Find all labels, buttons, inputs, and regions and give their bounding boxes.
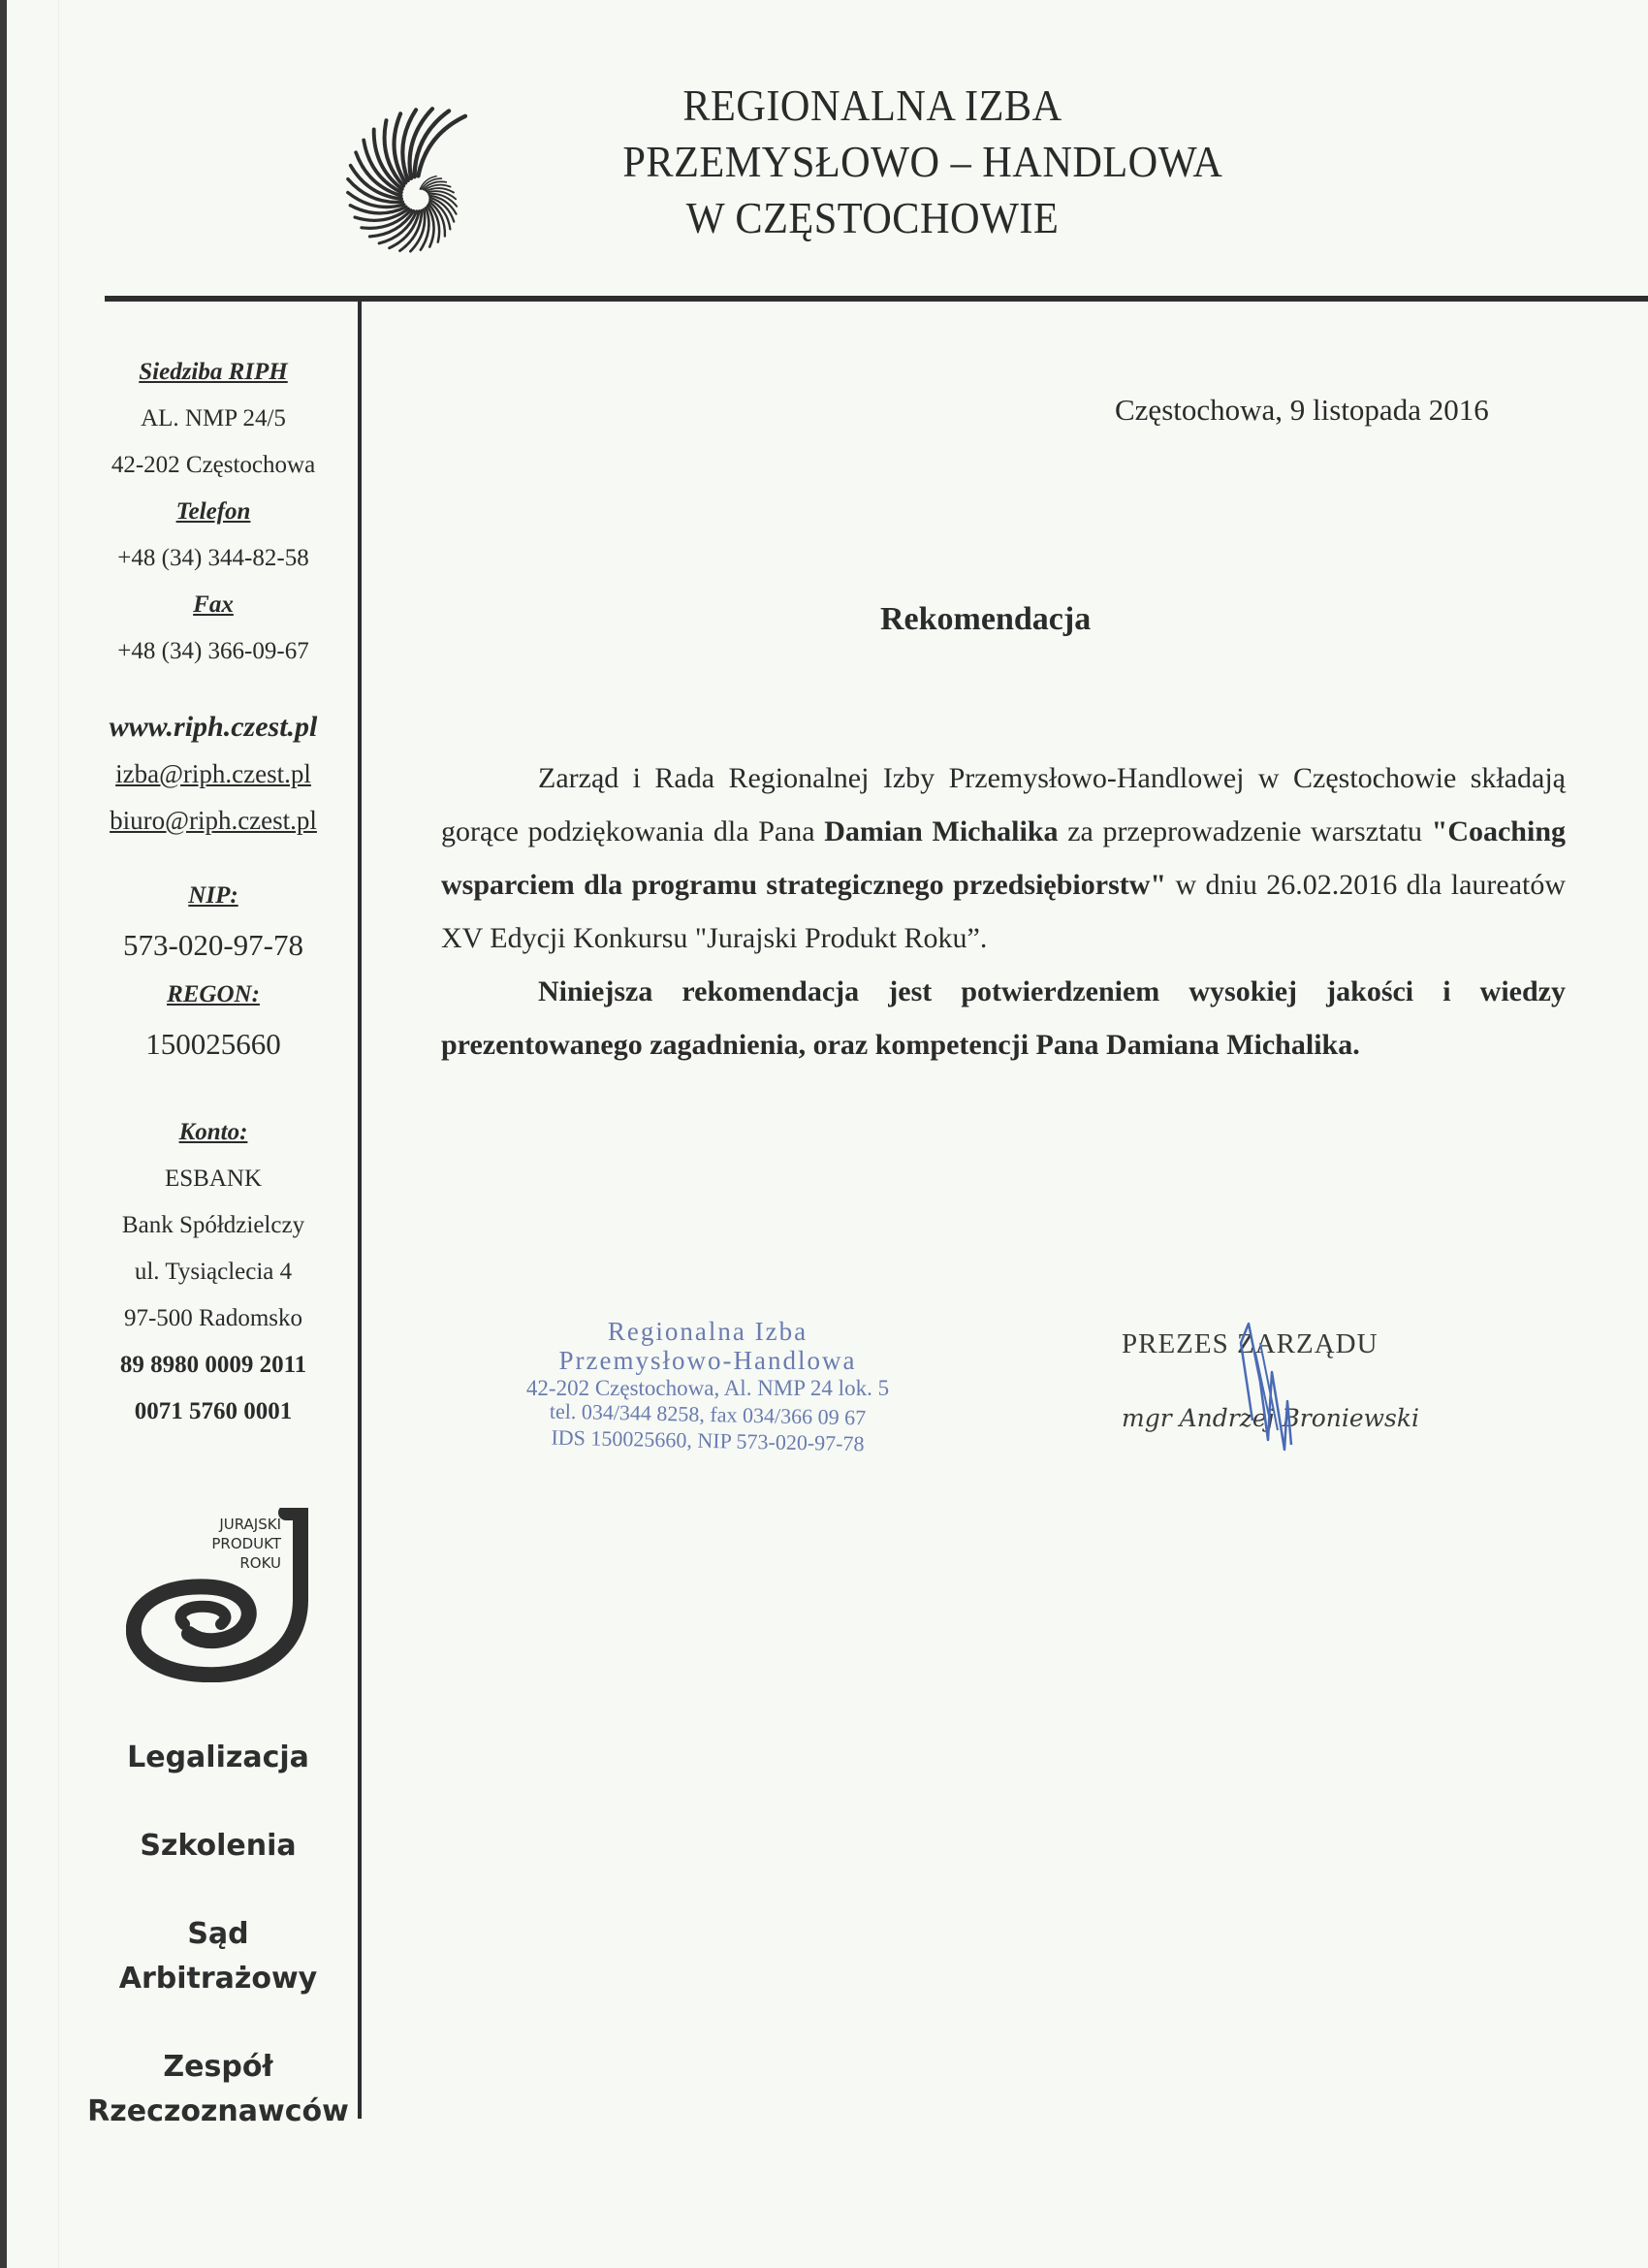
recipient-name: Damian Michalika bbox=[824, 815, 1059, 847]
fax-number: +48 (34) 366-09-67 bbox=[117, 638, 309, 664]
award-logo-line-1: JURAJSKI bbox=[219, 1516, 281, 1533]
organization-stamp bbox=[504, 1317, 911, 1456]
stamp-line-5: IDS 150025660, NIP 573-020-97-78 bbox=[551, 1424, 865, 1456]
account-heading: Konto: bbox=[178, 1119, 248, 1145]
award-logo-line-2: PRODUKT bbox=[211, 1535, 281, 1552]
address-line-1: AL. NMP 24/5 bbox=[141, 405, 286, 431]
bank-city: 97-500 Radomsko bbox=[123, 1305, 303, 1331]
org-name-line-3: W CZĘSTOCHOWIE bbox=[685, 193, 1060, 242]
paragraph-1 bbox=[441, 751, 1566, 965]
email-link-biuro[interactable]: biuro@riph.czest.pl bbox=[110, 806, 317, 835]
p1-text-b: za przeprowadzenie warsztatu bbox=[1058, 815, 1432, 847]
bank-street: ul. Tysiąclecia 4 bbox=[134, 1259, 293, 1285]
address-line-2: 42-202 Częstochowa bbox=[111, 452, 316, 478]
p1-text-c: w dniu 26.02.2016 dla laureatów XV Edycji Konkursu "Jurajski Produkt Roku”. bbox=[441, 869, 1567, 954]
service-zespol-line-1: Zespół bbox=[163, 2050, 273, 2084]
contact-sidebar bbox=[87, 349, 339, 1435]
nip-value: 573-020-97-78 bbox=[123, 928, 303, 962]
stamp-line-1: Regionalna Izba bbox=[607, 1317, 808, 1346]
scan-fold bbox=[58, 0, 59, 2268]
service-legalizacja: Legalizacja bbox=[127, 1741, 309, 1774]
org-name-line-2: PRZEMYSŁOWO – HANDLOWA bbox=[622, 137, 1223, 186]
regon-heading: REGON: bbox=[167, 981, 260, 1007]
signatory-title: PREZES ZARZĄDU bbox=[1122, 1328, 1379, 1359]
website-link[interactable]: www.riph.czest.pl bbox=[109, 711, 318, 743]
sidebar-divider bbox=[358, 299, 362, 2119]
fax-heading: Fax bbox=[193, 591, 234, 618]
nip-heading: NIP: bbox=[188, 882, 238, 909]
workshop-title: "Coaching wsparciem dla programu strategicznego przedsiębiorstw" bbox=[441, 815, 1567, 901]
stamp-line-4: tel. 034/344 8258, fax 034/366 09 67 bbox=[549, 1398, 867, 1430]
paragraph-2: Niniejsza rekomendacja jest potwierdzeniem wysokiej jakości i wiedzy prezentowanego zagadnienia, oraz kompetencji Pana Damiana Michalika. bbox=[441, 975, 1566, 1061]
service-zespol-line-2: Rzeczoznawców bbox=[87, 2094, 349, 2128]
award-logo-text bbox=[165, 1515, 281, 1573]
phone-heading: Telefon bbox=[175, 498, 251, 525]
service-sad-line-1: Sąd bbox=[187, 1917, 249, 1951]
p1-text-a: Zarząd i Rada Regionalnej Izby Przemysłowo-Handlowej w Częstochowie składają gorące podziękowania dla Pana bbox=[441, 762, 1566, 847]
account-number-line-2: 0071 5760 0001 bbox=[134, 1398, 293, 1424]
service-szkolenia: Szkolenia bbox=[140, 1829, 297, 1863]
org-name-line-1: REGIONALNA IZBA bbox=[682, 80, 1062, 130]
spiral-stroke bbox=[418, 116, 465, 176]
email-link-izba[interactable]: izba@riph.czest.pl bbox=[115, 759, 311, 788]
organization-name bbox=[622, 78, 1223, 246]
services-list bbox=[87, 1736, 349, 2134]
phone-number: +48 (34) 344-82-58 bbox=[117, 545, 309, 571]
stamp-line-2: Przemysłowo-Handlowa bbox=[558, 1346, 857, 1375]
service-sad-line-2: Arbitrażowy bbox=[118, 1962, 318, 1996]
letter-body bbox=[441, 751, 1566, 1071]
stamp-line-3: 42-202 Częstochowa, Al. NMP 24 lok. 5 bbox=[525, 1376, 890, 1400]
letter-title: Rekomendacja bbox=[880, 601, 1092, 637]
handwritten-signature-icon bbox=[1231, 1314, 1309, 1459]
regon-value: 150025660 bbox=[145, 1027, 281, 1061]
letter-date: Częstochowa, 9 listopada 2016 bbox=[1115, 393, 1489, 427]
header-divider bbox=[105, 296, 1648, 302]
scan-edge bbox=[0, 0, 7, 2268]
bank-type: Bank Spółdzielczy bbox=[121, 1212, 305, 1238]
seat-heading: Siedziba RIPH bbox=[139, 359, 288, 385]
nautilus-spiral-logo-icon bbox=[330, 73, 490, 276]
bank-name: ESBANK bbox=[164, 1166, 262, 1192]
account-number-line-1: 89 8980 0009 2011 bbox=[119, 1352, 307, 1378]
award-logo-line-3: ROKU bbox=[239, 1554, 281, 1572]
signatory-name: mgr Andrzej Broniewski bbox=[1122, 1404, 1420, 1432]
